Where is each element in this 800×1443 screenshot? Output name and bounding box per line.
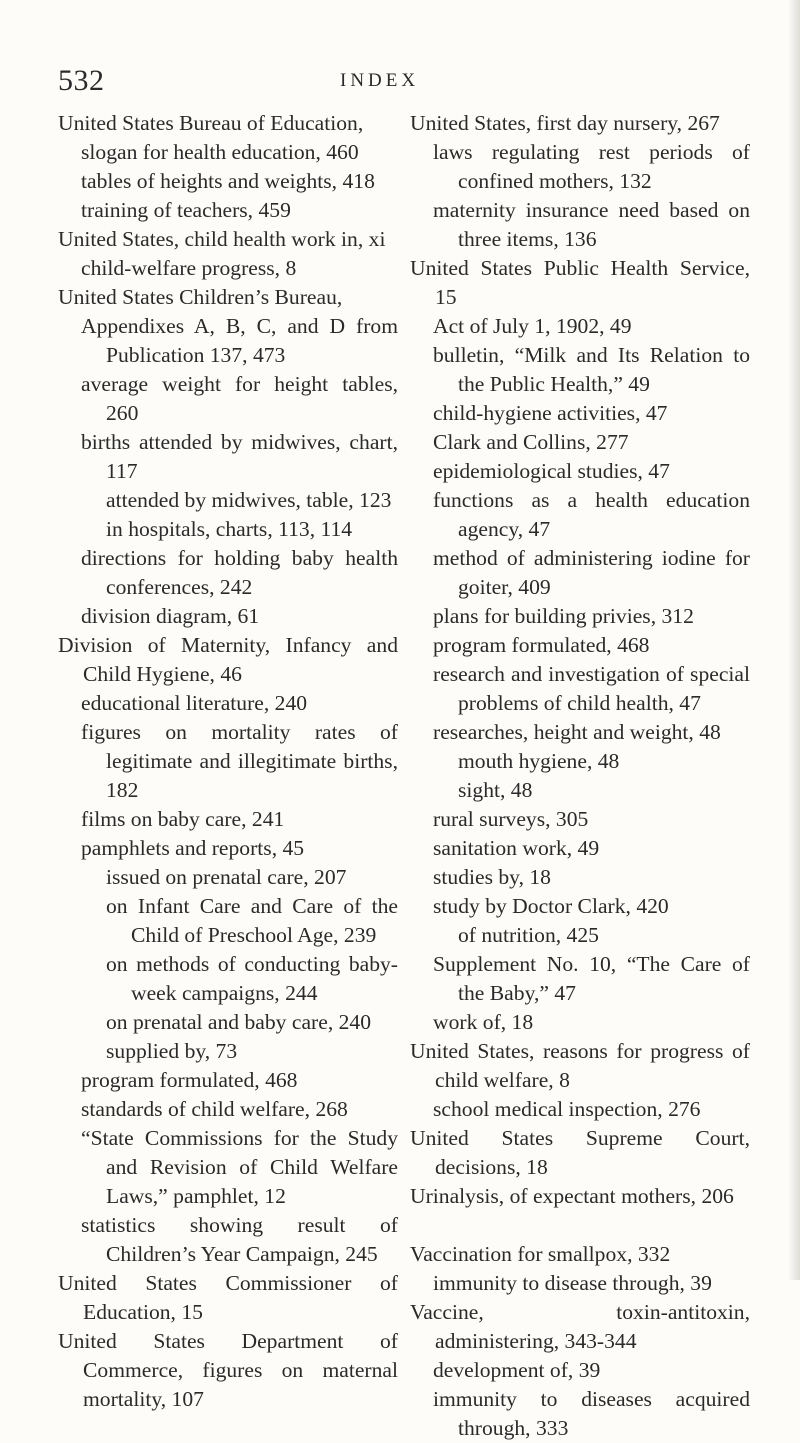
index-entry: Vaccine, toxin-antitoxin, administering, 343-344 — [410, 1300, 750, 1353]
index-subentry: Supplement No. 10, “The Care of the Baby,” 47 — [433, 952, 750, 1005]
index-subentry: Appendixes A, B, C, and D from Publication 137, 473 — [81, 314, 398, 367]
index-subentry: births attended by midwives, chart, 117 — [81, 430, 398, 483]
index-entry: Urinalysis, of expectant mothers, 206 — [410, 1184, 734, 1208]
index-subentry: on Infant Care and Care of the Child of Preschool Age, 239 — [106, 894, 398, 947]
index-subentry: directions for holding baby health conferences, 242 — [81, 546, 398, 599]
section-gap — [410, 1211, 750, 1240]
index-subentry: division diagram, 61 — [81, 604, 260, 628]
index-subentry: Clark and Collins, 277 — [433, 430, 629, 454]
index-subentry: Act of July 1, 1902, 49 — [433, 314, 632, 338]
index-subentry: mouth hygiene, 48 — [458, 749, 620, 773]
page-edge-shadow — [788, 0, 800, 1280]
index-subentry: average weight for height tables, 260 — [81, 372, 398, 425]
index-entry: United States, first day nursery, 267 — [410, 111, 720, 135]
index-subentry: program formulated, 468 — [433, 633, 650, 657]
index-subentry: study by Doctor Clark, 420 — [433, 894, 669, 918]
index-entry: United States, child health work in, xi — [58, 227, 386, 251]
index-subentry: program formulated, 468 — [81, 1068, 298, 1092]
index-subentry: sanitation work, 49 — [433, 836, 600, 860]
index-subentry: tables of heights and weights, 418 — [81, 169, 375, 193]
index-subentry: child-hygiene activities, 47 — [433, 401, 668, 425]
index-subentry: pamphlets and reports, 45 — [81, 836, 305, 860]
index-subentry: bulletin, “Milk and Its Relation to the Public Health,” 49 — [433, 343, 750, 396]
index-entry: United States Public Health Service, 15 — [410, 256, 750, 309]
index-subentry: studies by, 18 — [433, 865, 551, 889]
index-subentry: immunity to disease through, 39 — [433, 1271, 712, 1295]
index-entry: United States Bureau of Education, — [58, 111, 364, 135]
index-column-right — [410, 109, 750, 1443]
index-column-left — [58, 109, 398, 1414]
index-subentry: training of teachers, 459 — [81, 198, 291, 222]
index-subentry: films on baby care, 241 — [81, 807, 285, 831]
running-head: INDEX — [340, 70, 420, 91]
index-subentry: immunity to diseases acquired through, 333 — [433, 1387, 750, 1440]
index-subentry: child-welfare progress, 8 — [81, 256, 297, 280]
index-subentry: on methods of conducting baby-week campaigns, 244 — [106, 952, 398, 1005]
index-subentry: “State Commissions for the Study and Revision of Child Welfare Laws,” pamphlet, 12 — [81, 1126, 398, 1208]
index-subentry: plans for building privies, 312 — [433, 604, 694, 628]
index-entry: United States Department of Commerce, figures on maternal mortality, 107 — [58, 1329, 398, 1411]
index-subentry: research and investigation of special problems of child health, 47 — [433, 662, 750, 715]
index-subentry: rural surveys, 305 — [433, 807, 589, 831]
index-subentry: standards of child welfare, 268 — [81, 1097, 348, 1121]
index-subentry: educational literature, 240 — [81, 691, 308, 715]
index-entry: United States Commissioner of Education, 15 — [58, 1271, 398, 1324]
index-subentry: maternity insurance need based on three items, 136 — [433, 198, 750, 251]
index-subentry: method of administering iodine for goiter, 409 — [433, 546, 750, 599]
index-subentry: school medical inspection, 276 — [433, 1097, 701, 1121]
index-subentry: work of, 18 — [433, 1010, 534, 1034]
index-entry: United States Supreme Court, decisions, 18 — [410, 1126, 750, 1179]
page-number: 532 — [58, 64, 105, 97]
index-entry: United States, reasons for progress of child welfare, 8 — [410, 1039, 750, 1092]
index-subentry: sight, 48 — [458, 778, 533, 802]
index-subentry: in hospitals, charts, 113, 114 — [106, 517, 353, 541]
index-entry: Vaccination for smallpox, 332 — [410, 1242, 671, 1266]
index-subentry: on prenatal and baby care, 240 — [106, 1010, 372, 1034]
index-subentry: attended by midwives, table, 123 — [106, 488, 392, 512]
index-subentry: functions as a health education agency, 47 — [433, 488, 750, 541]
index-entry: Division of Maternity, Infancy and Child Hygiene, 46 — [58, 633, 398, 686]
index-subentry: slogan for health education, 460 — [81, 140, 359, 164]
index-subentry: laws regulating rest periods of confined mothers, 132 — [433, 140, 750, 193]
index-subentry: researches, height and weight, 48 — [433, 720, 721, 744]
index-subentry: figures on mortality rates of legitimate and illegitimate births, 182 — [81, 720, 398, 802]
index-subentry: supplied by, 73 — [106, 1039, 238, 1063]
index-subentry: epidemiological studies, 47 — [433, 459, 670, 483]
index-subentry: of nutrition, 425 — [458, 923, 599, 947]
index-entry: United States Children’s Bureau, — [58, 285, 343, 309]
index-subentry: issued on prenatal care, 207 — [106, 865, 347, 889]
index-subentry: statistics showing result of Children’s Year Campaign, 245 — [81, 1213, 398, 1266]
index-subentry: development of, 39 — [433, 1358, 601, 1382]
